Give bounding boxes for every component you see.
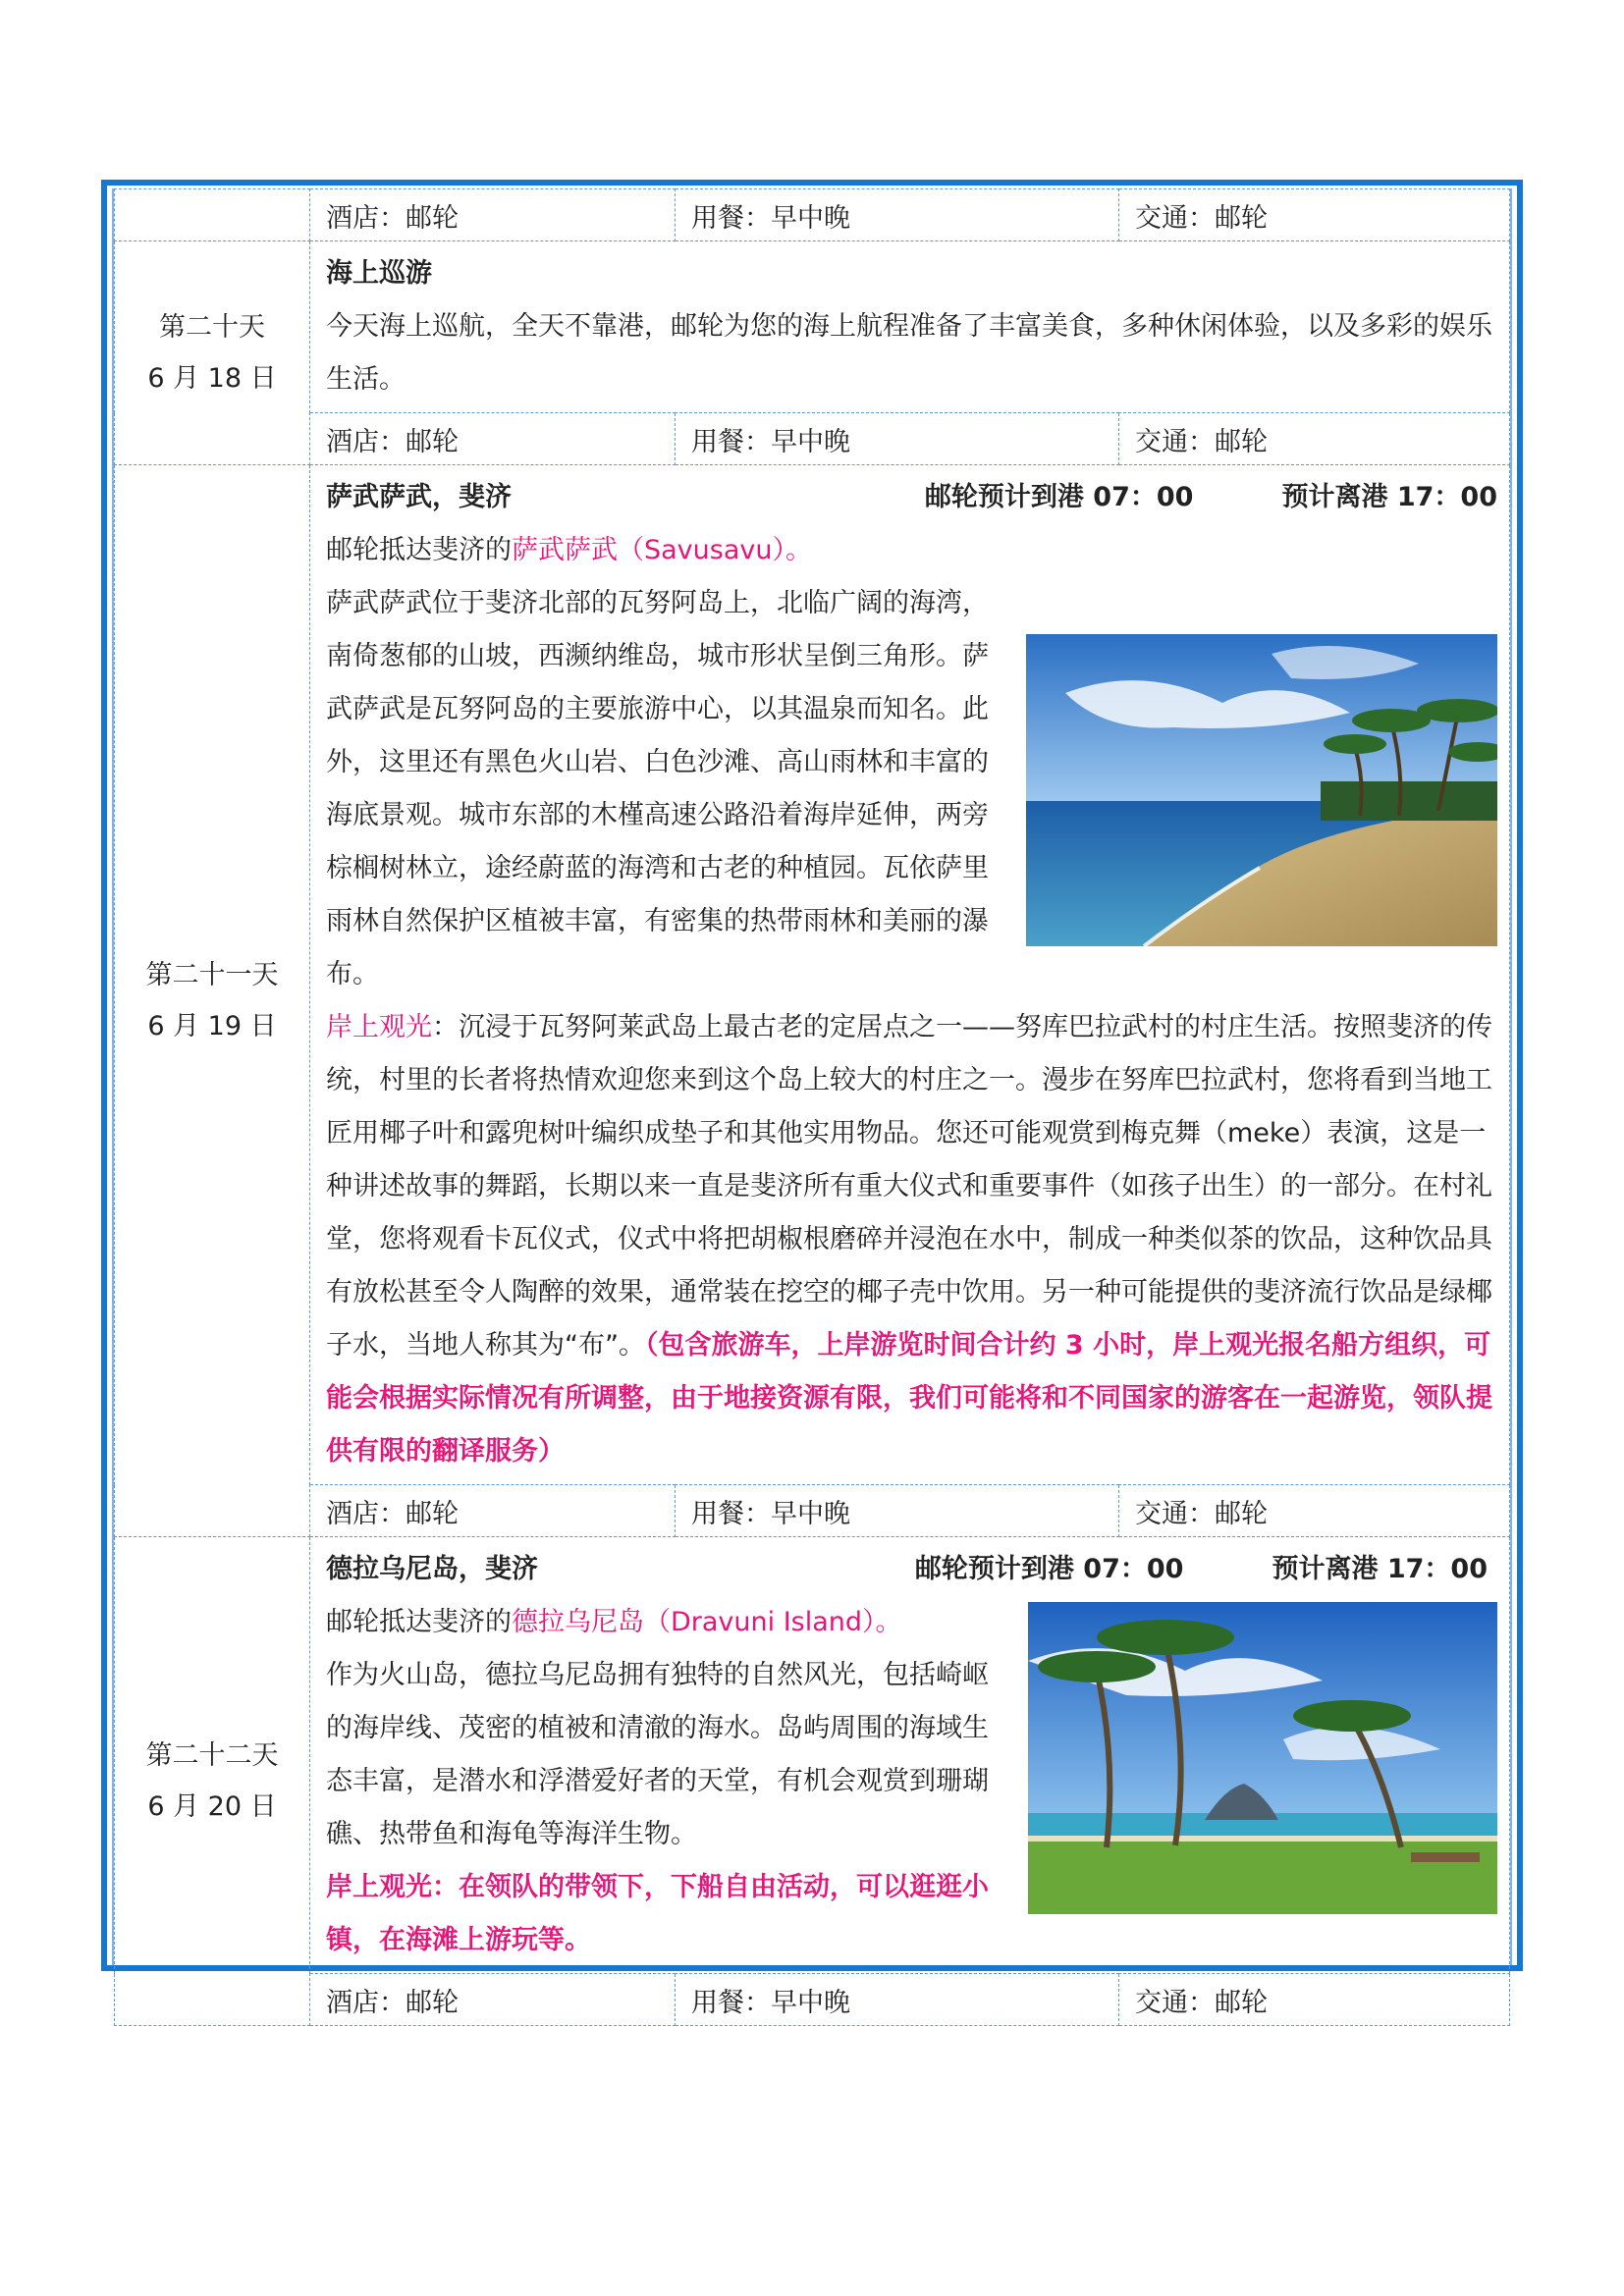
day20-label: 第二十天 (159, 311, 265, 343)
day22-label: 第二十二天 (145, 1739, 279, 1771)
transport-info: 交通：邮轮 (1119, 189, 1510, 241)
day22-content (310, 1537, 1510, 1974)
day20-content (310, 241, 1510, 413)
day22-cell (115, 1537, 310, 2026)
day21-intro-highlight: 萨武萨武（Savusavu）。 (512, 535, 812, 565)
day-cell-empty (115, 189, 310, 241)
day21-title: 萨武萨武，斐济 (326, 482, 512, 512)
meal-info: 用餐：早中晚 (676, 1974, 1119, 2026)
transport-info: 交通：邮轮 (1119, 413, 1510, 465)
transport-info: 交通：邮轮 (1119, 1974, 1510, 2026)
day21-title-row (326, 471, 1497, 524)
day21-date: 6 月 19 日 (147, 1010, 277, 1041)
day21-intro (326, 524, 1497, 577)
day22-depart: 预计离港 17：00 (1272, 1554, 1488, 1584)
meal-info: 用餐：早中晚 (676, 189, 1119, 241)
day20-date: 6 月 18 日 (147, 362, 277, 394)
day21-note: （包含旅游车，上岸游览时间合计约 3 小时，岸上观光报名船方组织，可能会根据实际情况有所调整，由于地接资源有限，我们可能将和不同国家的游客在一起游览，领队提供有限的翻译服务） (326, 1330, 1492, 1467)
day20-cell (115, 241, 310, 465)
day20-info-row (115, 413, 1510, 465)
day22-title: 德拉乌尼岛，斐济 (326, 1554, 538, 1584)
itinerary-frame (101, 180, 1523, 2018)
transport-info: 交通：邮轮 (1119, 1485, 1510, 1537)
beach-photo (1026, 634, 1497, 946)
day21-cell (115, 465, 310, 1537)
day21-depart: 预计离港 17：00 (1281, 482, 1497, 512)
day22-content-row (115, 1537, 1510, 1974)
day21-desc: 萨武萨武位于斐济北部的瓦努阿岛上，北临广阔的海湾，南倚葱郁的山坡，西濒纳维岛，城市形状呈倒三角形。萨武萨武是瓦努阿岛的主要旅游中心，以其温泉而知名。此外，这里还有黑色火山岩、白色沙滩、高山雨林和丰富的海底景观。城市东部的木槿高速公路沿着海岸延伸，两旁棕榈树林立，途经蔚蓝的海湾和古老的种植园。瓦依萨里雨林自然保护区植被丰富，有密集的热带雨林和美丽的瀑布。 (326, 588, 989, 989)
day22-date: 6 月 20 日 (147, 1790, 277, 1822)
hotel-info: 酒店：邮轮 (310, 189, 676, 241)
day22-shore: 岸上观光：在领队的带领下，下船自由活动，可以逛逛小镇，在海滩上游玩等。 (326, 1872, 989, 1955)
hotel-info: 酒店：邮轮 (310, 413, 676, 465)
day21-arrive: 邮轮预计到港 07：00 (924, 482, 1194, 512)
day20-content-row (115, 241, 1510, 413)
day21-label: 第二十一天 (145, 959, 279, 990)
day22-intro-highlight: 德拉乌尼岛（Dravuni Island）。 (512, 1607, 902, 1637)
day20-title: 海上巡游 (326, 258, 432, 289)
day21-content (310, 465, 1510, 1485)
hotel-info: 酒店：邮轮 (310, 1485, 676, 1537)
island-palm-image (1028, 1602, 1497, 1914)
day22-intro-prefix: 邮轮抵达斐济的 (326, 1607, 512, 1637)
meal-info: 用餐：早中晚 (676, 1485, 1119, 1537)
itinerary-table (114, 188, 1510, 2026)
info-row-prev (115, 189, 1510, 241)
day21-shore (326, 1001, 1497, 1478)
day22-arrive: 邮轮预计到港 07：00 (914, 1554, 1184, 1584)
hotel-info: 酒店：邮轮 (310, 1974, 676, 2026)
meal-info: 用餐：早中晚 (676, 413, 1119, 465)
day21-content-row (115, 465, 1510, 1485)
day22-desc: 作为火山岛，德拉乌尼岛拥有独特的自然风光，包括崎岖的海岸线、茂密的植被和清澈的海水。岛屿周围的海域生态丰富，是潜水和浮潜爱好者的天堂，有机会观赏到珊瑚礁、热带鱼和海龟等海洋生物。 (326, 1660, 989, 1849)
day22-info-row (115, 1974, 1510, 2026)
day21-intro-prefix: 邮轮抵达斐济的 (326, 535, 512, 565)
day20-desc: 今天海上巡航，全天不靠港，邮轮为您的海上航程准备了丰富美食，多种休闲体验，以及多彩的娱乐生活。 (326, 311, 1492, 395)
day21-shore-text: ：沉浸于瓦努阿莱武岛上最古老的定居点之一——努库巴拉武村的村庄生活。按照斐济的传统，村里的长者将热情欢迎您来到这个岛上较大的村庄之一。漫步在努库巴拉武村，您将看到当地工匠用椰子叶和露兜树叶编织成垫子和其他实用物品。您还可能观赏到梅克舞（meke）表演，这是一种讲述故事的舞蹈，长期以来一直是斐济所有重大仪式和重要事件（如孩子出生）的一部分。在村礼堂，您将观看卡瓦仪式，仪式中将把胡椒根磨碎并浸泡在水中，制成一种类似茶的饮品，这种饮品具有放松甚至令人陶醉的效果，通常装在挖空的椰子壳中饮用。另一种可能提供的斐济流行饮品是绿椰子水，当地人称其为“布”。 (326, 1012, 1492, 1361)
day21-info-row (115, 1485, 1510, 1537)
island-photo (1028, 1602, 1497, 1914)
day21-shore-label: 岸上观光 (326, 1012, 432, 1042)
day22-title-row (326, 1543, 1497, 1596)
beach-palm-image (1026, 634, 1497, 946)
